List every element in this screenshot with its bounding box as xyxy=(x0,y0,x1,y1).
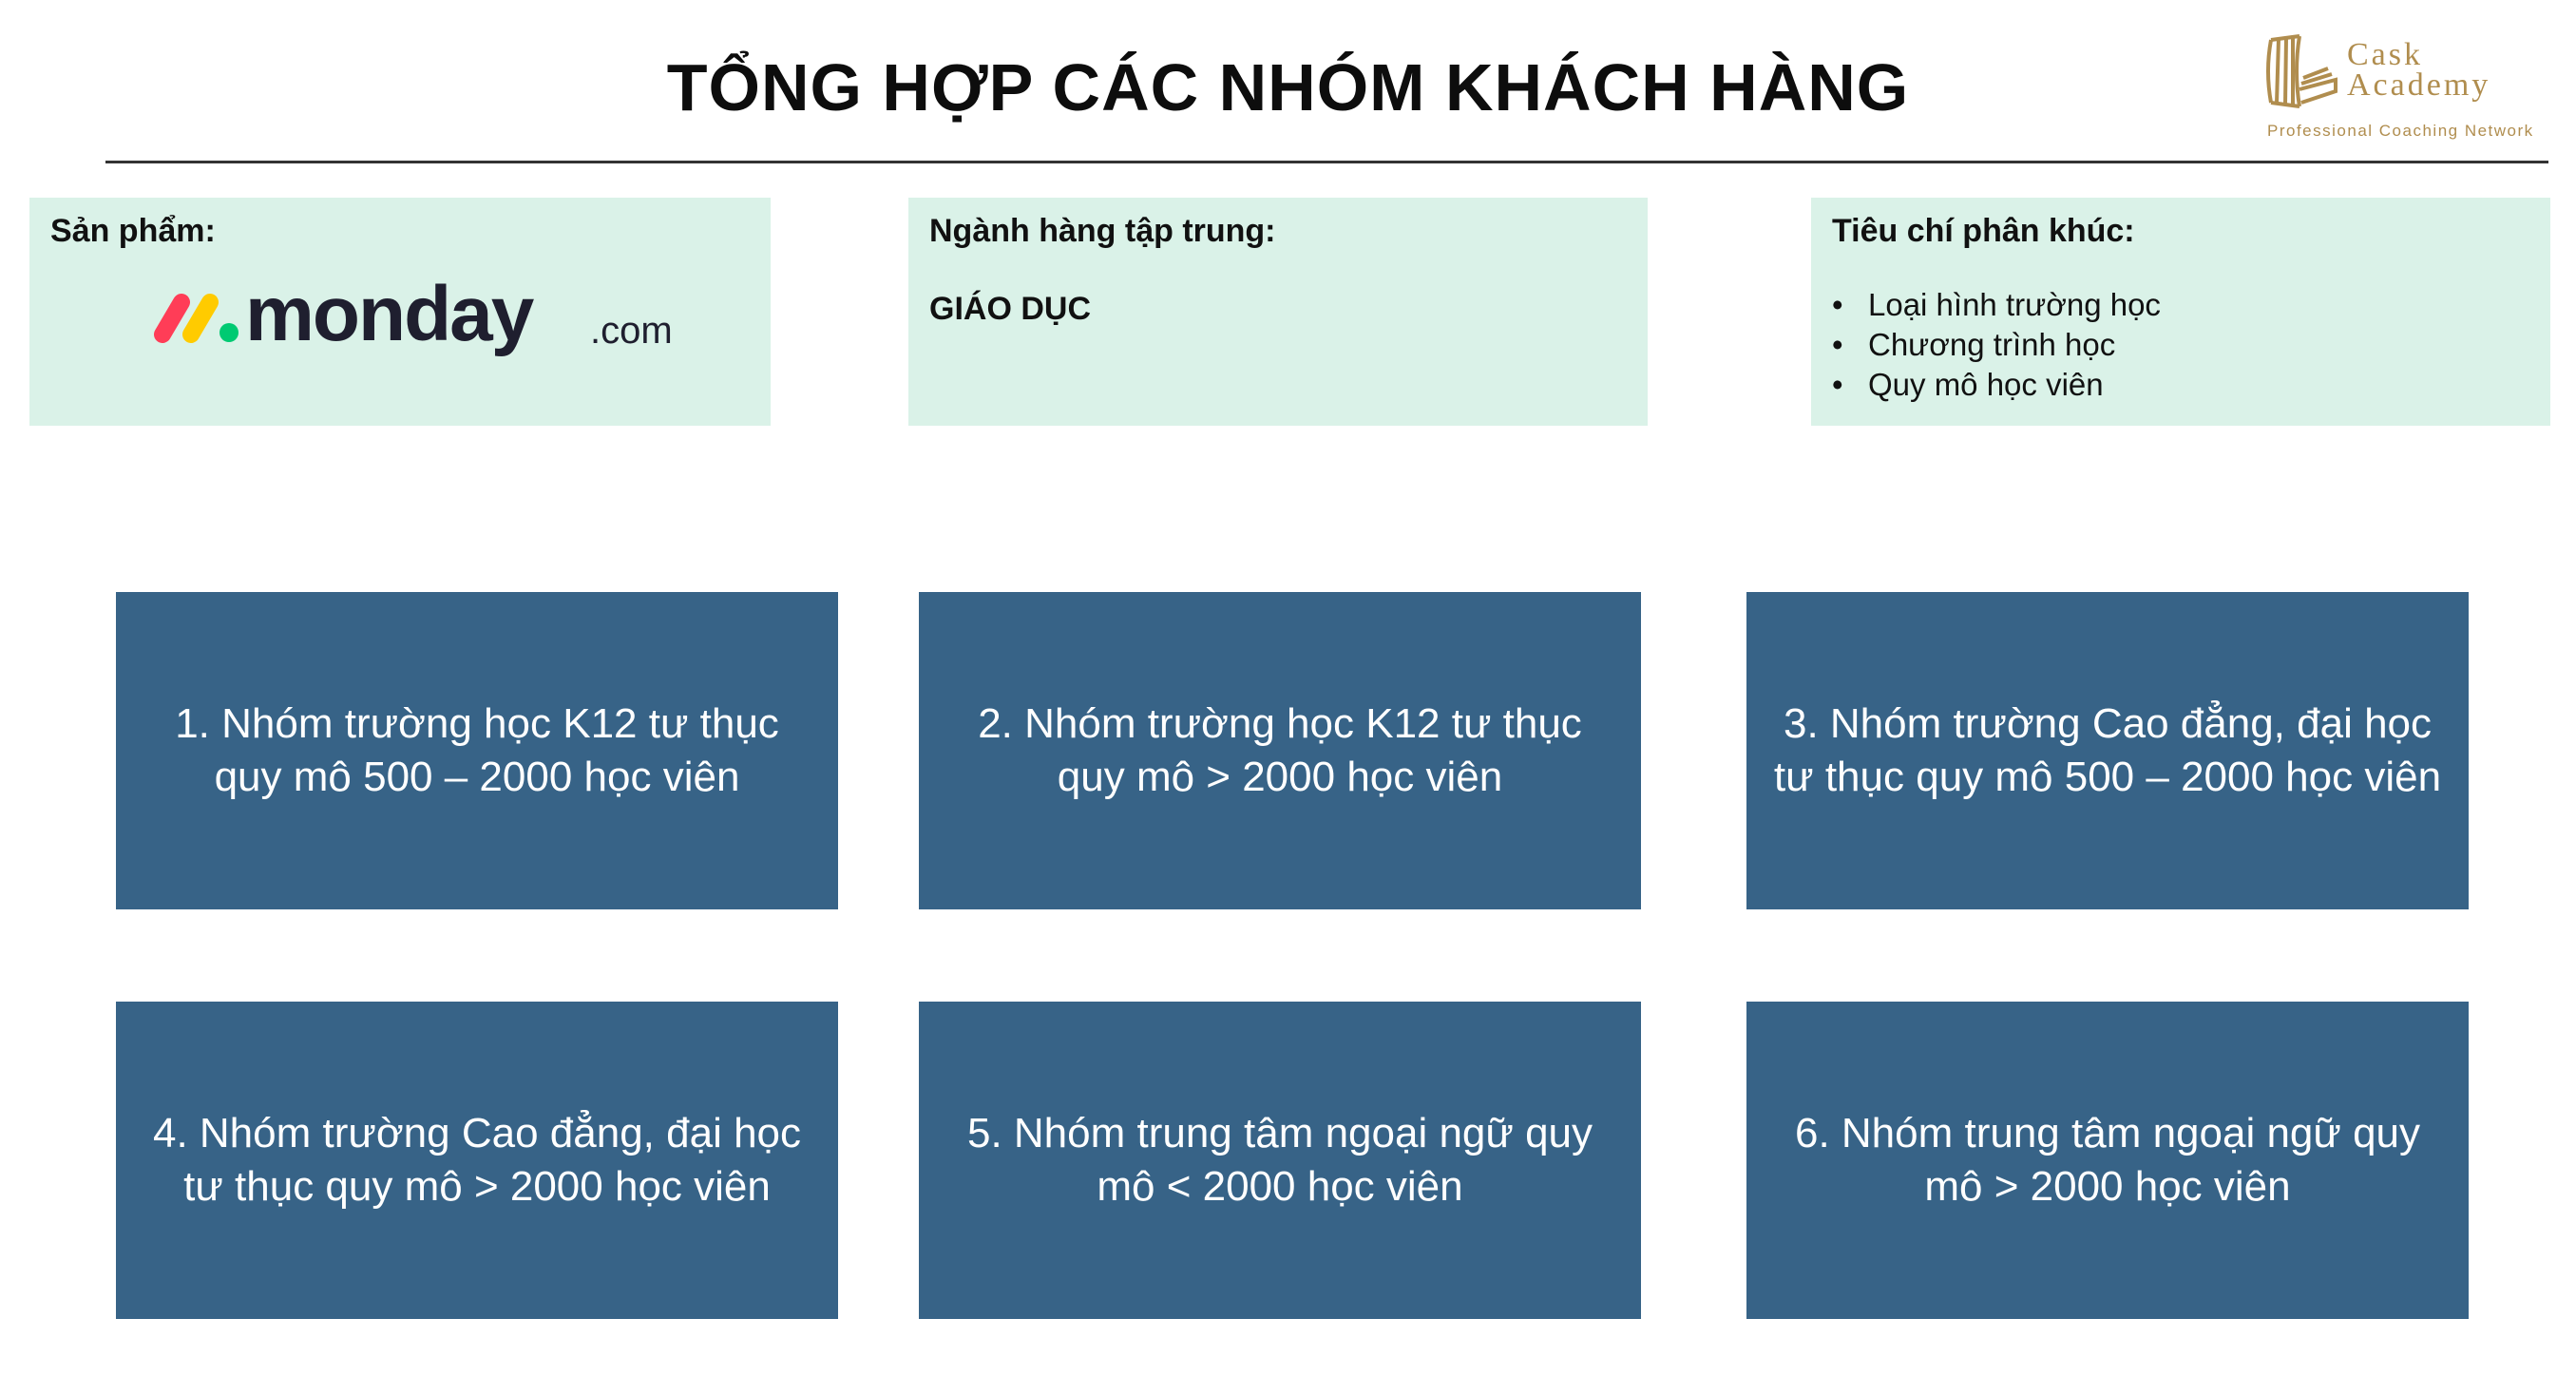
industry-box xyxy=(908,198,1648,426)
cask-academy-logo xyxy=(2261,29,2537,147)
customer-group-card-5 xyxy=(919,1002,1641,1319)
customer-group-text: 3. Nhóm trường Cao đẳng, đại học tư thục quy mô 500 – 2000 học viên xyxy=(1773,700,2442,800)
criteria-item: • Loại hình trường học xyxy=(1832,285,2161,325)
monday-domain-suffix: .com xyxy=(590,310,673,352)
customer-group-text: 6. Nhóm trung tâm ngoại ngữ quy mô > 2000 học viên xyxy=(1794,1110,2421,1210)
monday-logo xyxy=(153,272,685,357)
customer-group-card-2 xyxy=(919,592,1641,909)
criteria-list xyxy=(1832,285,2161,405)
industry-value: GIÁO DỤC xyxy=(929,291,1091,327)
criteria-label: Tiêu chí phân khúc: xyxy=(1832,213,2135,249)
title-divider xyxy=(105,161,2548,163)
customer-group-text: 4. Nhóm trường Cao đẳng, đại học tư thục quy mô > 2000 học viên xyxy=(152,1110,802,1210)
product-label: Sản phẩm: xyxy=(50,213,216,249)
product-box xyxy=(29,198,771,426)
monday-marks-icon xyxy=(153,289,240,346)
logo-text-cask: Cask xyxy=(2347,37,2423,72)
customer-group-card-6 xyxy=(1746,1002,2469,1319)
criteria-item: • Quy mô học viên xyxy=(1832,365,2161,405)
criteria-box xyxy=(1811,198,2550,426)
barrel-book-icon xyxy=(2261,30,2341,112)
customer-group-card-3 xyxy=(1746,592,2469,909)
logo-text-academy: Academy xyxy=(2347,67,2491,103)
customer-group-card-4 xyxy=(116,1002,838,1319)
page-title: TỔNG HỢP CÁC NHÓM KHÁCH HÀNG xyxy=(666,50,1910,124)
monday-wordmark: monday xyxy=(245,271,533,357)
logo-tagline: Professional Coaching Network xyxy=(2267,122,2534,140)
criteria-item: • Chương trình học xyxy=(1832,325,2161,365)
customer-group-card-1 xyxy=(116,592,838,909)
customer-group-text: 2. Nhóm trường học K12 tư thục quy mô > 2000 học viên xyxy=(978,700,1582,800)
customer-group-text: 1. Nhóm trường học K12 tư thục quy mô 500 – 2000 học viên xyxy=(175,700,779,800)
industry-label: Ngành hàng tập trung: xyxy=(929,213,1276,249)
customer-group-text: 5. Nhóm trung tâm ngoại ngữ quy mô < 2000 học viên xyxy=(966,1110,1593,1210)
